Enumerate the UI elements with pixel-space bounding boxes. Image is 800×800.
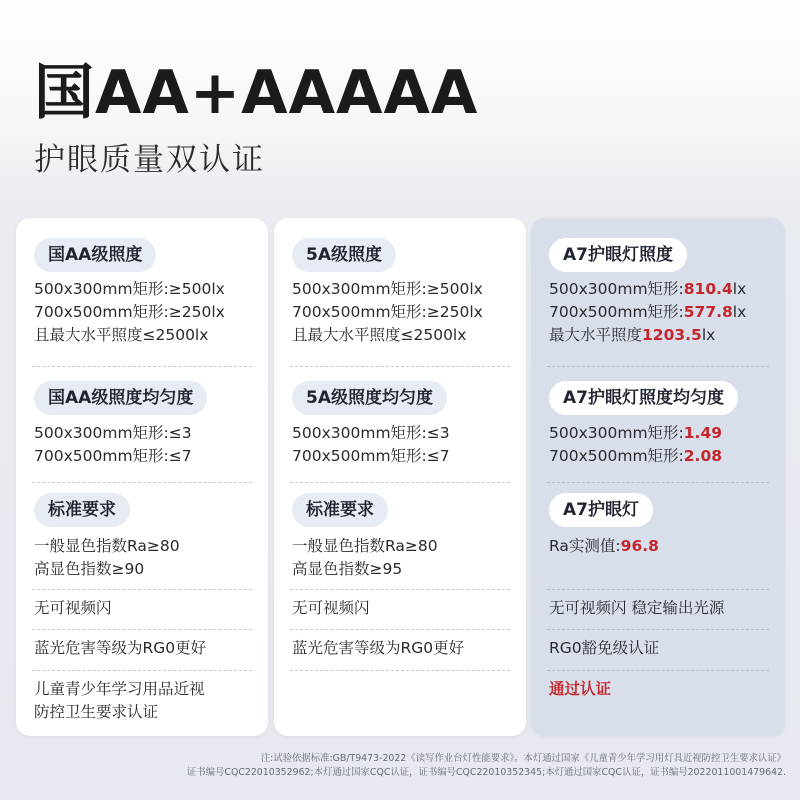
illuminance-lines	[34, 278, 262, 347]
section-title-illuminance: A7护眼灯照度	[549, 238, 687, 272]
flicker-line	[292, 597, 520, 620]
certification-line	[549, 678, 779, 701]
divider	[32, 629, 252, 630]
footnote-line: 证书编号CQC22010352962;本灯通过国家CQC认证，证书编号CQC22010352345;本灯通过国家CQC认证，证书编号2022011001479642.	[186, 767, 786, 778]
line: 700x500mm矩形:≥250lx	[292, 303, 483, 321]
line: 蓝光危害等级为RG0更好	[292, 639, 465, 657]
divider	[290, 670, 510, 671]
divider	[547, 670, 769, 671]
section-title-uniformity: 5A级照度均匀度	[292, 381, 447, 415]
line: 500x300mm矩形:≥500lx	[34, 280, 225, 298]
line-label: Ra实测值:	[549, 537, 621, 555]
divider	[290, 589, 510, 590]
line: 且最大水平照度≤2500lx	[34, 326, 209, 344]
section-title-uniformity: 国AA级照度均匀度	[34, 381, 207, 415]
flicker-line	[549, 597, 779, 620]
line: 500x300mm矩形:≥500lx	[292, 280, 483, 298]
measured-value: 96.8	[620, 537, 659, 555]
section-title-standard: 标准要求	[292, 493, 388, 527]
line: 高显色指数≥90	[34, 560, 145, 578]
unit: lx	[732, 303, 747, 321]
ra-line	[549, 535, 779, 558]
divider	[547, 589, 769, 590]
line: 700x500mm矩形:≤7	[292, 447, 450, 465]
line: 一般显色指数Ra≥80	[292, 537, 438, 555]
divider	[32, 670, 252, 671]
line: 700x500mm矩形:≤7	[34, 447, 192, 465]
uniformity-lines	[34, 422, 262, 468]
divider	[290, 629, 510, 630]
a7-lamp-column	[531, 218, 785, 736]
unit: lx	[701, 326, 716, 344]
measured-value: 1.49	[683, 424, 723, 442]
section-title-illuminance: 国AA级照度	[34, 238, 156, 272]
illuminance-lines	[292, 278, 520, 347]
national-aa-column	[16, 218, 268, 736]
certification-lines	[34, 678, 262, 724]
5a-column	[274, 218, 526, 736]
line: 500x300mm矩形:≤3	[34, 424, 192, 442]
divider	[32, 589, 252, 590]
hero-subtitle: 护眼质量双认证	[34, 142, 265, 178]
illuminance-lines	[549, 278, 779, 347]
line-label: 500x300mm矩形:	[549, 424, 684, 442]
line	[549, 278, 779, 301]
unit: lx	[732, 280, 747, 298]
line: 防控卫生要求认证	[34, 703, 159, 721]
section-title-illuminance: 5A级照度	[292, 238, 396, 272]
line-label: 500x300mm矩形:	[549, 280, 684, 298]
divider	[547, 629, 769, 630]
line: 无可视频闪 稳定输出光源	[549, 599, 725, 617]
measured-value: 810.4	[683, 280, 733, 298]
line	[549, 422, 779, 445]
line: 且最大水平照度≤2500lx	[292, 326, 467, 344]
line	[549, 301, 779, 324]
measured-value: 577.8	[683, 303, 733, 321]
section-title-uniformity: A7护眼灯照度均匀度	[549, 381, 738, 415]
hero-title: 国AA+AAAAA	[34, 58, 479, 128]
divider	[290, 482, 510, 483]
line: 一般显色指数Ra≥80	[34, 537, 180, 555]
line-label: 700x500mm矩形:	[549, 447, 684, 465]
flicker-line	[34, 597, 262, 620]
divider	[32, 366, 252, 367]
line: 无可视频闪	[34, 599, 112, 617]
bluelight-line	[34, 637, 262, 660]
line: 无可视频闪	[292, 599, 370, 617]
line: 蓝光危害等级为RG0更好	[34, 639, 207, 657]
certified-status: 通过认证	[549, 680, 612, 698]
bluelight-line	[292, 637, 520, 660]
footnote	[0, 752, 786, 780]
measured-value: 1203.5	[642, 326, 702, 344]
line: 儿童青少年学习用品近视	[34, 680, 205, 698]
standard-lines	[292, 535, 520, 581]
section-title-lamp: A7护眼灯	[549, 493, 653, 527]
line: RG0豁免级认证	[549, 639, 660, 657]
line-label: 最大水平照度	[549, 326, 643, 344]
bluelight-line	[549, 637, 779, 660]
divider	[290, 366, 510, 367]
divider	[547, 366, 769, 367]
line: 500x300mm矩形:≤3	[292, 424, 450, 442]
uniformity-lines	[549, 422, 779, 468]
footnote-line: 注:试验依据标准:GB/T9473-2022《读写作业台灯性能要求》。本灯通过国家《儿童青少年学习用灯具近视防控卫生要求认证》	[260, 753, 786, 764]
measured-value: 2.08	[683, 447, 723, 465]
line: 700x500mm矩形:≥250lx	[34, 303, 225, 321]
line	[549, 535, 779, 558]
standard-lines	[34, 535, 262, 581]
line	[549, 324, 779, 347]
line: 高显色指数≥95	[292, 560, 403, 578]
hero	[34, 54, 478, 179]
section-title-standard: 标准要求	[34, 493, 130, 527]
line-label: 700x500mm矩形:	[549, 303, 684, 321]
line	[549, 445, 779, 468]
uniformity-lines	[292, 422, 520, 468]
divider	[32, 482, 252, 483]
divider	[547, 482, 769, 483]
